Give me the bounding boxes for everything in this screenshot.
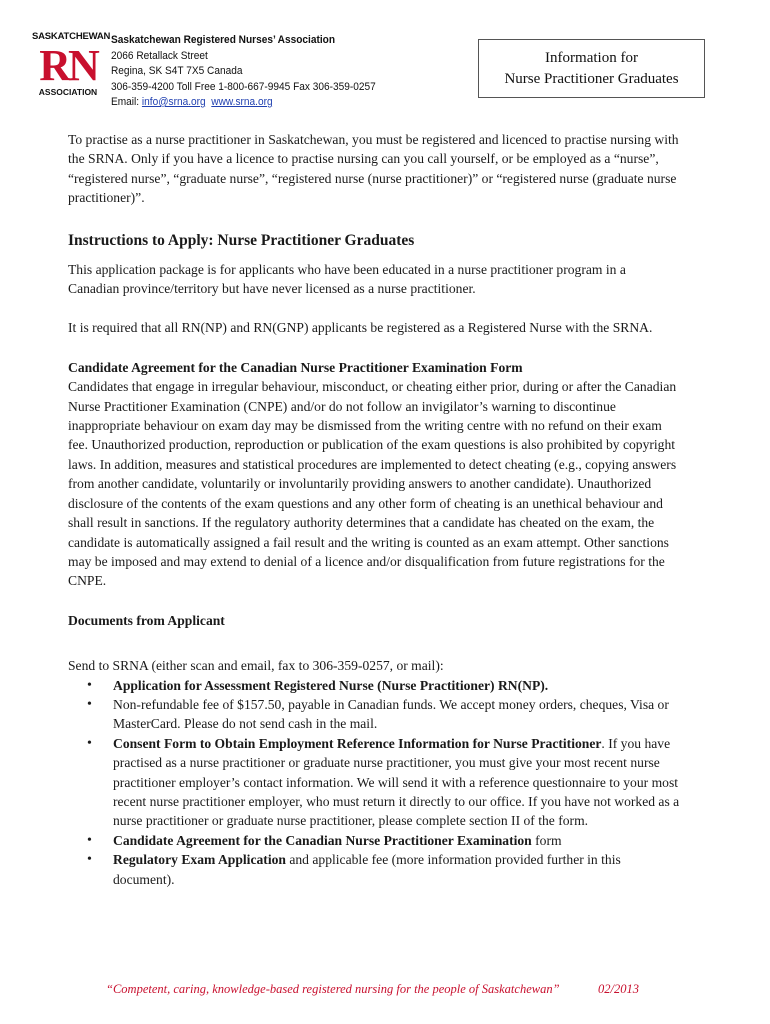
info-title-box [478,39,705,98]
list-item-bold: Candidate Agreement for the Canadian Nurse Practitioner Examination [113,832,532,848]
logo-bottom-text: ASSOCIATION [38,87,98,97]
website-link[interactable]: www.srna.org [211,96,273,108]
footer-date: 02/2013 [598,982,639,996]
list-item [68,676,680,695]
program-paragraph: This application package is for applicants who have been educated in a nurse practitioner program in a Canadian province/territory but have never licensed as a nurse practitioner. [68,261,626,297]
srna-logo [32,31,111,102]
footer-motto: “Competent, caring, knowledge-based registered nursing for the people of Saskatchewan” [106,982,560,996]
main-content [68,130,680,889]
footer [106,982,639,997]
list-item [68,695,680,734]
list-item-bold: Application for Assessment Registered Nurse (Nurse Practitioner) RN(NP). [113,677,549,693]
section-heading: Instructions to Apply: Nurse Practitioner Graduates [68,231,415,249]
org-street: 2066 Retallack Street [111,49,208,62]
list-item-text: . If you have practised as a nurse practitioner or graduate nurse practitioner, you must give your most recent nurse practitioner employer’s contact information. We will send it with a reference questionnaire to your most recent nurse practitioner employer, who must return it directly to our office. If you have not worked as a nurse practitioner or graduate nurse practitioner, please complete section II of the form. [113,735,680,829]
intro-paragraph: To practise as a nurse practitioner in Saskatchewan, you must be registered and licenced to practise nursing with the SRNA. Only if you have a licence to practise nursing can you call yourself, or be employed as a “nurse”, “registered nurse”, “graduate nurse”, “registered nurse (nurse practitioner)” or “registered nurse (graduate nurse practitioner)”. [68,132,679,206]
email-label: Email: [111,96,142,108]
info-title-line2: Nurse Practitioner Graduates [504,71,679,87]
list-item [68,831,680,850]
list-item-text: and applicable fee (more information provided further in this document). [113,852,621,887]
list-item-text: Non-refundable fee of $157.50, payable in Canadian funds. We accept money orders, cheques, Visa or MasterCard. Please do not send cash in the mail. [113,696,669,732]
list-item [68,850,680,889]
registration-paragraph: It is required that all RN(NP) and RN(GNP) applicants be registered as a Registered Nurse with the SRNA. [68,320,653,336]
info-title-line1: Information for [545,50,638,66]
email-link[interactable]: info@srna.org [141,96,206,108]
org-city: Regina, SK S4T 7X5 Canada [111,65,243,77]
agreement-paragraph: Candidates that engage in irregular behaviour, misconduct, or cheating either prior, during or after the Canadian Nurse Practitioner Examination (CNPE) and/or do not follow an invigilator’s warning to discontinue inappropriate behaviour on exam day may be dismissed from the writing centre with no refund on their exam fee. Unauthorized production, reproduction or publication of the exam questions is also prohibited by copyright laws. In addition, measures and statistical procedures are implemented to detect cheating (e.g., copying answers from another candidate, voluntarily or involuntarily providing answers to another candidate). Unauthorized disclosure of the contents of the exam questions and any other form of cheating is an unethical behaviour and shall result in sanctions. If the regulatory authority determines that a candidate has cheated on the exam, the candidate is automatically assigned a fail result and the writing is counted as an exam attempt. Other sanctions may be imposed and may extend to denial of a licence and/or disqualification from future registrations for the CNPE. [68,379,677,589]
list-item-bold: Consent Form to Obtain Employment Reference Information for Nurse Practitioner [113,735,602,751]
documents-title: Documents from Applicant [68,612,225,628]
list-item-text: form [531,832,562,848]
logo-rn-mark: RN [39,41,97,90]
org-address-block [111,33,376,111]
list-item [68,734,680,831]
send-to-text: Send to SRNA (either scan and email, fax to 306-359-0257, or mail): [68,658,444,674]
org-contact-line [111,95,376,111]
logo-top-text: SASKATCHEWAN [32,31,111,42]
documents-list [68,676,680,889]
org-name: Saskatchewan Registered Nurses’ Association [111,34,336,46]
list-item-bold: Regulatory Exam Application [113,852,286,868]
agreement-title: Candidate Agreement for the Canadian Nurse Practitioner Examination Form [68,359,523,375]
org-phones: 306-359-4200 Toll Free 1-800-667-9945 Fax 306-359-0257 [111,80,376,93]
